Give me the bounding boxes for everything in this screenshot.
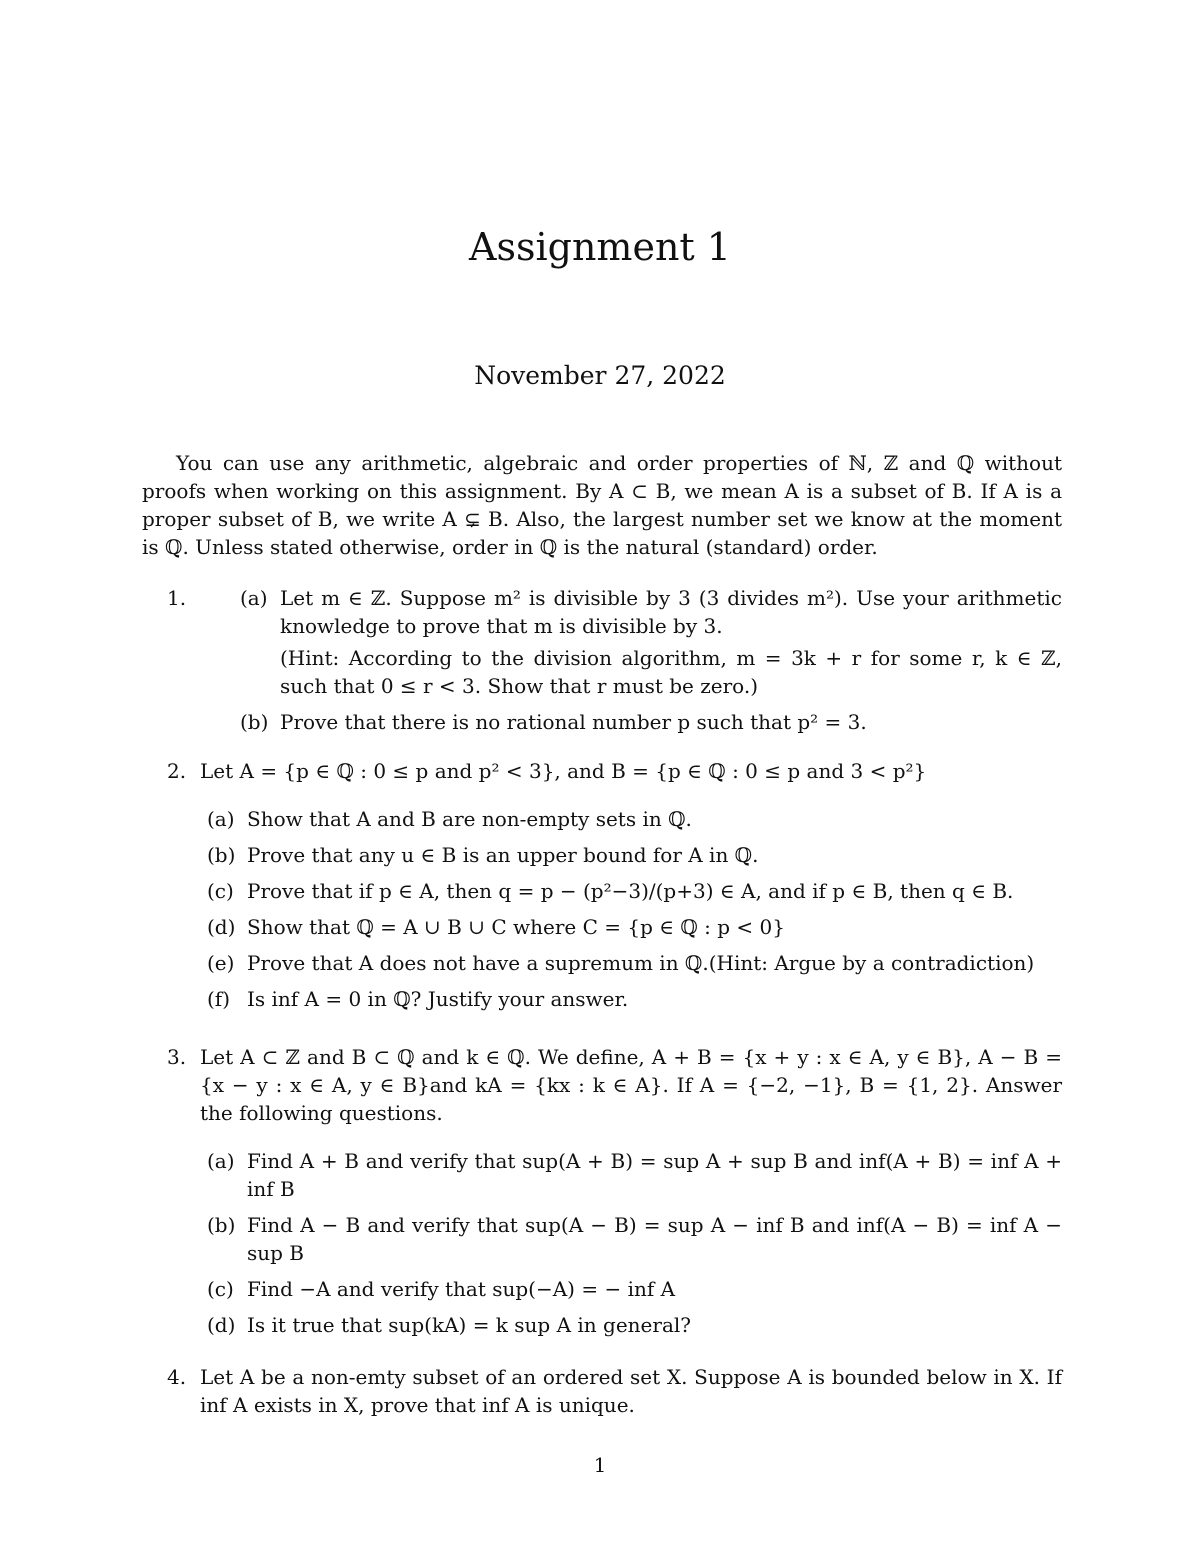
question-part bbox=[207, 1311, 1062, 1339]
question-3 bbox=[167, 1043, 1062, 1339]
part-text: Prove that any u ∈ B is an upper bound for A in ℚ. bbox=[247, 843, 759, 867]
part-text: Prove that A does not have a supremum in ℚ.(Hint: Argue by a contradiction) bbox=[247, 951, 1035, 975]
part-label: (a) bbox=[207, 807, 235, 831]
question-number: 3. bbox=[167, 1045, 187, 1069]
question-part bbox=[207, 985, 1062, 1013]
question-part bbox=[207, 1211, 1062, 1267]
part-label: (b) bbox=[207, 843, 236, 867]
part-label: (a) bbox=[207, 1149, 235, 1173]
intro-paragraph bbox=[142, 449, 1062, 561]
part-text: Find A + B and verify that sup(A + B) = sup A + sup B and inf(A + B) = inf A + inf B bbox=[247, 1149, 1062, 1201]
question-part bbox=[207, 841, 1062, 869]
part-label: (b) bbox=[240, 710, 269, 734]
question-text bbox=[200, 584, 1062, 736]
question-part bbox=[207, 805, 1062, 833]
question-number: 2. bbox=[167, 759, 187, 783]
question-text: Let A be a non-emty subset of an ordered set X. Suppose A is bounded below in X. If inf A exists in X, prove that inf A is unique. bbox=[200, 1365, 1062, 1417]
document-title: Assignment 1 bbox=[469, 225, 731, 269]
part-label: (c) bbox=[207, 879, 234, 903]
question-part bbox=[207, 949, 1062, 977]
question-part bbox=[207, 1275, 1062, 1303]
part-text: Find −A and verify that sup(−A) = − inf A bbox=[247, 1277, 676, 1301]
intro-text: You can use any arithmetic, algebraic and order properties of ℕ, ℤ and ℚ without proofs when working on this assignment. By A ⊂ B, we mean A is a subset of B. If A is a proper subset of B, we write A ⊊ B. Also, the largest number set we know at the moment is ℚ. Unless stated otherwise, order in ℚ is the natural (standard) order. bbox=[142, 451, 1062, 559]
page-number: 1 bbox=[593, 1453, 607, 1477]
part-hint: (Hint: According to the division algorithm, m = 3k + r for some r, k ∈ ℤ, such that 0 ≤ r < 3. Show that r must be zero.) bbox=[280, 646, 1062, 698]
part-label: (c) bbox=[207, 1277, 234, 1301]
question-part bbox=[240, 708, 1062, 736]
part-label: (d) bbox=[207, 915, 236, 939]
question-text: Let A ⊂ ℤ and B ⊂ ℚ and k ∈ ℚ. We define, A + B = {x + y : x ∈ A, y ∈ B}, A − B = {x − y : x ∈ A, y ∈ B}and kA = {kx : k ∈ A}. If A = {−2, −1}, B = {1, 2}. Answer the following questions. bbox=[200, 1045, 1062, 1125]
part-text: Let m ∈ ℤ. Suppose m² is divisible by 3 (3 divides m²). Use your arithmetic knowledge to prove that m is divisible by 3. bbox=[280, 586, 1062, 638]
part-label: (b) bbox=[207, 1213, 236, 1237]
question-parts bbox=[167, 1147, 1062, 1339]
question-part bbox=[207, 1147, 1062, 1203]
part-label: (e) bbox=[207, 951, 235, 975]
part-text: Prove that there is no rational number p such that p² = 3. bbox=[280, 710, 867, 734]
part-text: Show that A and B are non-empty sets in ℚ. bbox=[247, 807, 692, 831]
part-text: Show that ℚ = A ∪ B ∪ C where C = {p ∈ ℚ : p < 0} bbox=[247, 915, 785, 939]
question-number: 1. bbox=[167, 586, 187, 610]
question-part bbox=[207, 877, 1062, 905]
question-text: Let A = {p ∈ ℚ : 0 ≤ p and p² < 3}, and B = {p ∈ ℚ : 0 ≤ p and 3 < p²} bbox=[200, 759, 927, 783]
part-label: (a) bbox=[240, 586, 268, 610]
part-text: Prove that if p ∈ A, then q = p − (p²−3)/(p+3) ∈ A, and if p ∈ B, then q ∈ B. bbox=[247, 879, 1014, 903]
part-text: Is it true that sup(kA) = k sup A in general? bbox=[247, 1313, 691, 1337]
question-2 bbox=[167, 757, 1062, 1013]
question-1 bbox=[167, 584, 1062, 736]
question-number: 4. bbox=[167, 1365, 187, 1389]
part-text: Is inf A = 0 in ℚ? Justify your answer. bbox=[247, 987, 629, 1011]
part-label: (f) bbox=[207, 987, 231, 1011]
question-part bbox=[207, 913, 1062, 941]
document-date: November 27, 2022 bbox=[474, 361, 726, 390]
question-parts bbox=[167, 805, 1062, 1013]
question-part bbox=[240, 584, 1062, 700]
part-text: Find A − B and verify that sup(A − B) = sup A − inf B and inf(A − B) = inf A − sup B bbox=[247, 1213, 1062, 1265]
part-label: (d) bbox=[207, 1313, 236, 1337]
question-4 bbox=[167, 1363, 1062, 1419]
